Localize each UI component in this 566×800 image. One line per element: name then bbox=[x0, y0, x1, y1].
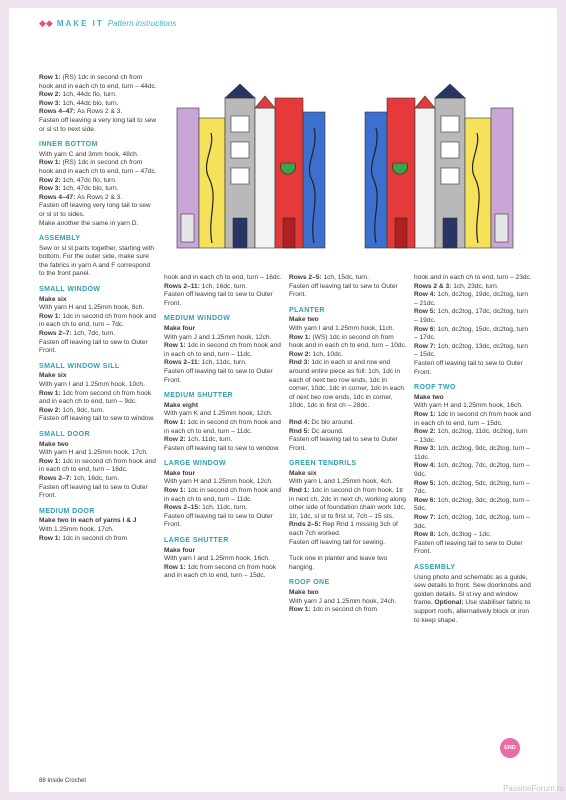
book-blue-right bbox=[365, 112, 387, 248]
row-text: With yarn I and 1.25mm hook, 11ch. bbox=[289, 324, 395, 332]
instruction-line bbox=[164, 513, 282, 530]
row-text: 1ch, 11dc, turn. bbox=[187, 436, 233, 444]
row-label: Row 1: bbox=[39, 534, 63, 542]
medium-window-icon bbox=[231, 116, 249, 132]
row-text: 1ch, dc2tog, 19dc, dc2tog, turn – 21dc. bbox=[414, 291, 528, 307]
row-text: 1dc in second ch from hook and in each ch to end, turn – 16dc. bbox=[39, 457, 156, 474]
instruction-line bbox=[39, 74, 157, 91]
medium-window-icon bbox=[231, 142, 249, 158]
row-label: Row 1: bbox=[164, 418, 188, 426]
row-text: Dc around. bbox=[311, 427, 344, 435]
instruction-line bbox=[39, 415, 157, 424]
row-label: Row 7: bbox=[414, 342, 438, 350]
instruction-line bbox=[39, 220, 157, 229]
spacer bbox=[289, 411, 407, 419]
instruction-line bbox=[164, 291, 282, 308]
row-text: 1dc in second ch from bbox=[312, 606, 377, 614]
planter-icon bbox=[281, 163, 296, 174]
row-label: Row 3: bbox=[414, 445, 438, 453]
instruction-line bbox=[39, 159, 157, 176]
instruction-line bbox=[289, 274, 407, 283]
instruction-line bbox=[289, 419, 407, 428]
row-text: With yarn H and 1.25mm hook, 8ch. bbox=[39, 304, 145, 312]
row-label: Row 2: bbox=[39, 406, 63, 414]
row-text: Fasten off leaving tail for sewing. bbox=[289, 538, 385, 546]
row-label: Row 3: bbox=[39, 99, 63, 107]
left-bookend bbox=[177, 84, 325, 248]
row-label: Row 2: bbox=[39, 91, 63, 99]
row-text: 1dc in second ch from hook and in each ch to end, turn – 11dc. bbox=[164, 342, 281, 358]
row-label: Row 1: bbox=[289, 333, 313, 341]
instruction-line bbox=[414, 445, 532, 462]
row-text: 1ch, 47dc blo, turn. bbox=[62, 185, 119, 193]
section-heading: SMALL WINDOW SILL bbox=[39, 362, 120, 370]
row-text: 1ch, dc2tog, 13dc, dc2tog, turn – 15dc. bbox=[414, 342, 528, 359]
row-label: Rows 2–5: bbox=[289, 274, 324, 281]
end-badge: END bbox=[500, 738, 520, 758]
row-text: Fasten off leaving tail to sew to Outer Front. bbox=[414, 539, 523, 556]
row-text: With yarn J and 1.25mm hook, 12ch. bbox=[164, 333, 272, 341]
instruction-line bbox=[39, 313, 157, 330]
book-white-right bbox=[415, 108, 435, 248]
instruction-line bbox=[164, 283, 282, 292]
row-label: Row 1: bbox=[164, 342, 188, 350]
row-text: 1ch, dc2tog, 3dc, dc2tog, turn – 5dc. bbox=[414, 496, 530, 513]
instruction-line bbox=[39, 449, 157, 458]
instruction-line bbox=[39, 407, 157, 416]
row-text: 1dc in second ch from hook and in each ch to end, turn – 11dc. bbox=[164, 418, 281, 435]
row-text: 1ch, dc2tog, 11dc, dc2tog, turn – 13dc. bbox=[414, 428, 528, 444]
section-heading: MEDIUM WINDOW bbox=[164, 315, 231, 323]
row-text: (RS) 1dc in second ch from hook and in each ch to end, turn – 47dc. bbox=[39, 159, 157, 175]
make-count: Make six bbox=[39, 295, 67, 303]
instruction-line bbox=[289, 325, 407, 334]
instruction-line bbox=[164, 504, 282, 513]
instruction-line bbox=[39, 390, 157, 407]
instruction-line bbox=[164, 419, 282, 436]
row-label: Row 1: bbox=[39, 312, 63, 320]
row-label: Rows 4–47: bbox=[39, 193, 78, 201]
make-count: Make six bbox=[39, 372, 67, 380]
instruction-line bbox=[164, 555, 282, 564]
instruction-line bbox=[164, 368, 282, 385]
row-label: Row 1: bbox=[164, 487, 188, 495]
instruction-line bbox=[164, 342, 282, 359]
medium-window-icon bbox=[231, 168, 249, 184]
instruction-line bbox=[414, 531, 532, 540]
instruction-line bbox=[414, 274, 532, 283]
row-text: 1ch, dc3tog – 1dc. bbox=[437, 531, 492, 539]
row-text: With 1.25mm hook, 17ch. bbox=[39, 525, 114, 533]
row-text: With yarn J and 1.25mm hook, 24ch. bbox=[289, 597, 397, 605]
row-label: Rows 2–7: bbox=[39, 330, 74, 338]
row-text: 1ch, 9dc, turn. bbox=[62, 406, 105, 414]
instruction-line bbox=[289, 478, 407, 487]
row-text: 1ch, 44dc blo, turn. bbox=[62, 99, 119, 107]
instruction-line bbox=[289, 351, 407, 360]
row-label: Row 2: bbox=[39, 176, 63, 184]
instruction-line bbox=[289, 283, 407, 300]
small-door-icon bbox=[495, 214, 508, 242]
small-door-icon bbox=[181, 214, 194, 242]
row-label: Rows 4–47: bbox=[39, 108, 78, 116]
row-text: 1ch, dc2tog, 5dc, dc2tog, turn – 7dc. bbox=[414, 479, 530, 496]
watermark: PassionForum.ru bbox=[503, 784, 564, 793]
red-door-icon bbox=[283, 218, 295, 248]
row-text: 1ch, 16dc, turn. bbox=[73, 474, 119, 482]
instruction-line bbox=[39, 330, 157, 339]
row-text: 1ch, dc2tog, 17dc, dc2tog, turn – 19dc. bbox=[414, 308, 528, 324]
instruction-line bbox=[414, 291, 532, 308]
instruction-line bbox=[39, 245, 157, 279]
make-count: Make eight bbox=[164, 401, 199, 409]
row-text: (RS) 1dc in second ch from hook and in each ch to end, turn – 44dc. bbox=[39, 74, 157, 90]
row-label: Row 1: bbox=[414, 410, 438, 418]
row-text: 1dc in second ch from bbox=[62, 534, 127, 542]
instruction-line bbox=[289, 428, 407, 437]
medium-window-icon bbox=[441, 142, 459, 158]
magazine-name: Inside Crochet bbox=[47, 778, 87, 784]
instruction-line bbox=[289, 539, 407, 548]
row-text: (WS) 1dc in second ch from hook and in each ch to end, turn – 10dc. bbox=[289, 333, 407, 350]
text-column-4 bbox=[414, 274, 532, 625]
section-heading: INNER BOTTOM bbox=[39, 141, 98, 149]
row-label: Rows 2–11: bbox=[164, 282, 202, 290]
row-text: 1ch, 7dc, turn. bbox=[73, 330, 116, 338]
section-heading: SMALL DOOR bbox=[39, 430, 90, 438]
row-label: Row 4: bbox=[414, 462, 438, 470]
row-text: hook and in each ch to end, turn – 16dc. bbox=[164, 274, 282, 281]
instruction-line bbox=[39, 484, 157, 501]
row-label: Row 2: bbox=[164, 436, 188, 444]
instruction-line bbox=[414, 411, 532, 428]
roof-two-icon bbox=[255, 96, 275, 108]
instruction-line bbox=[39, 458, 157, 475]
row-text: 1dc in each st and row end around entire piece as foll: 1ch, 1dc in each of next two row ends, 1dc in corner, 10dc, 1dc in corner, 1dc in each of next two row ends, 1dc in corner, 10dc, 1dc in first ch – 28dc. bbox=[289, 359, 405, 410]
row-text: 1ch, dc2tog, 7dc, dc2tog, turn – 9dc. bbox=[414, 462, 530, 479]
instruction-line bbox=[164, 478, 282, 487]
row-label: Row 3: bbox=[39, 185, 63, 193]
instruction-line bbox=[414, 326, 532, 343]
row-text: Fasten off leaving tail to sew to Outer Front. bbox=[39, 483, 148, 500]
instruction-line bbox=[414, 497, 532, 514]
instruction-line bbox=[39, 381, 157, 390]
text-column-2 bbox=[164, 274, 282, 581]
row-text: Fasten off leaving tail to sew to Outer Front. bbox=[289, 436, 398, 452]
row-text: Fasten off leaving tail to sew to window. bbox=[39, 415, 155, 423]
section-heading: MEDIUM DOOR bbox=[39, 507, 95, 515]
row-label: Optional: bbox=[434, 599, 466, 607]
instruction-line bbox=[39, 108, 157, 117]
row-text: 1ch, 10dc. bbox=[312, 350, 343, 358]
instruction-line bbox=[289, 334, 407, 351]
row-label: Row 1: bbox=[39, 74, 63, 81]
instruction-line bbox=[164, 487, 282, 504]
instruction-line bbox=[414, 574, 532, 626]
row-text: 1dc from second ch from hook and in each ch to end, turn – 15dc. bbox=[164, 563, 277, 580]
instruction-line bbox=[39, 100, 157, 109]
instruction-line bbox=[39, 535, 157, 544]
bookend-houses-illustration bbox=[149, 68, 541, 268]
row-text: Fasten off leaving tail to sew to Outer Front. bbox=[414, 359, 523, 376]
row-label: Row 1: bbox=[164, 563, 188, 571]
red-door-icon bbox=[395, 218, 407, 248]
instruction-line bbox=[39, 91, 157, 100]
row-label: Row 1: bbox=[289, 606, 313, 614]
header-arrows-icon: ◆◆ bbox=[39, 18, 53, 28]
row-text: With yarn L and 1.25mm hook, 4ch. bbox=[289, 478, 393, 486]
row-text: As Rows 2 & 3. bbox=[77, 193, 123, 201]
row-label: Rows 2–7: bbox=[39, 474, 74, 482]
row-label: Row 6: bbox=[414, 325, 438, 333]
row-text: 1ch, 23dc, turn. bbox=[453, 282, 499, 290]
header-subtitle: Pattern instructions bbox=[107, 19, 177, 28]
book-white-left bbox=[255, 108, 275, 248]
row-label: Rows 2 & 3: bbox=[414, 282, 454, 290]
instruction-line bbox=[39, 117, 157, 134]
instruction-line bbox=[164, 564, 282, 581]
roof-two-icon bbox=[415, 96, 435, 108]
section-header bbox=[39, 18, 176, 29]
instruction-line bbox=[164, 274, 282, 283]
row-text: Fasten off leaving tail to sew to Outer Front. bbox=[164, 367, 273, 384]
instruction-line bbox=[289, 598, 407, 607]
row-text: With yarn K and 1.25mm hook, 12ch. bbox=[164, 410, 273, 418]
row-text: Make another the same in yarn D. bbox=[39, 219, 139, 227]
instruction-line bbox=[289, 487, 407, 521]
make-count: Make four bbox=[164, 324, 196, 332]
planter-icon bbox=[393, 163, 408, 174]
medium-door-icon bbox=[443, 218, 457, 248]
make-count: Make two bbox=[289, 316, 319, 324]
row-text: Tuck one in planter and leave two hanging. bbox=[289, 555, 388, 571]
row-text: 1ch, 11dc, turn. bbox=[201, 359, 247, 367]
book-blue-left bbox=[303, 112, 325, 248]
row-label: Row 2: bbox=[289, 350, 313, 358]
header-make-it: MAKE IT bbox=[56, 19, 104, 28]
instruction-line bbox=[39, 304, 157, 313]
instruction-line bbox=[289, 359, 407, 411]
instruction-line bbox=[39, 151, 157, 160]
section-heading: GREEN TENDRILS bbox=[289, 460, 357, 468]
row-text: As Rows 2 & 3. bbox=[77, 108, 123, 116]
instruction-line bbox=[414, 283, 532, 292]
page-footer bbox=[39, 778, 86, 784]
make-count: Make four bbox=[164, 546, 196, 554]
row-text: 1dc in second ch from hook and in each ch to end, turn – 7dc. bbox=[39, 312, 156, 329]
magazine-page bbox=[9, 8, 557, 792]
section-heading: LARGE SHUTTER bbox=[164, 537, 229, 545]
row-text: 1ch, 15dc, turn. bbox=[323, 274, 369, 281]
row-label: Row 5: bbox=[414, 308, 438, 316]
text-column-1 bbox=[39, 74, 157, 543]
section-heading: ASSEMBLY bbox=[414, 564, 456, 571]
instruction-line bbox=[289, 521, 407, 538]
row-text: Dc blo around. bbox=[311, 418, 355, 426]
instruction-line bbox=[39, 185, 157, 194]
row-label: Row 1: bbox=[39, 389, 63, 397]
text-column-3 bbox=[289, 274, 407, 615]
instruction-line bbox=[39, 194, 157, 203]
row-label: Rnd 4: bbox=[289, 418, 312, 426]
instruction-line bbox=[39, 202, 157, 219]
row-text: 1dc in second ch from hook and in each ch to end, turn – 15dc. bbox=[414, 410, 531, 427]
instruction-line bbox=[414, 462, 532, 479]
row-text: Fasten off leaving tail to sew to Outer Front. bbox=[164, 512, 273, 529]
row-label: Row 7: bbox=[414, 514, 438, 522]
row-text: Use stabiliser fabric to support roofs, alternatively block or iron to keep shape. bbox=[414, 599, 531, 624]
instruction-line bbox=[289, 436, 407, 453]
instruction-line bbox=[414, 308, 532, 325]
instruction-line bbox=[39, 526, 157, 535]
make-count: Make two bbox=[414, 393, 444, 401]
instruction-line bbox=[39, 475, 157, 484]
instruction-line bbox=[289, 555, 407, 572]
section-heading: SMALL WINDOW bbox=[39, 286, 101, 294]
row-text: 1ch, dc2tog, 15dc, dc2tog, turn – 17dc. bbox=[414, 325, 528, 342]
instruction-line bbox=[289, 606, 407, 615]
medium-window-icon bbox=[441, 116, 459, 132]
row-text: Fasten off leaving tail to sew to window. bbox=[164, 444, 280, 452]
make-count: Make six bbox=[289, 469, 317, 477]
row-label: Rows 2–15: bbox=[164, 504, 203, 512]
instruction-line bbox=[414, 402, 532, 411]
row-label: Row 6: bbox=[414, 496, 438, 504]
row-text: 1ch, dc2tog, 1dc, dc2tog, turn – 3dc. bbox=[414, 514, 530, 530]
section-heading: ASSEMBLY bbox=[39, 235, 81, 243]
section-heading: ROOF ONE bbox=[289, 579, 330, 587]
make-count: Make four bbox=[164, 469, 196, 477]
roof-one-icon bbox=[435, 84, 465, 98]
page-number: 88 bbox=[39, 778, 46, 784]
row-label: Rows 2–11: bbox=[164, 359, 202, 367]
row-label: Row 4: bbox=[414, 291, 438, 299]
row-text: Fasten off leaving tail to sew to Outer Front. bbox=[164, 291, 273, 307]
row-text: hook and in each ch to end, turn – 23dc. bbox=[414, 274, 532, 281]
instruction-line bbox=[39, 177, 157, 186]
row-text: With yarn H and 1.25mm hook, 12ch. bbox=[164, 478, 273, 486]
instruction-line bbox=[414, 480, 532, 497]
row-label: Rnds 2–5: bbox=[289, 521, 323, 529]
row-text: With yarn C and 3mm hook, 48ch. bbox=[39, 150, 139, 158]
instruction-line bbox=[414, 514, 532, 531]
make-count: Make two bbox=[39, 440, 69, 448]
row-text: Fasten off leaving a very long tail to sew or sl st to next side. bbox=[39, 116, 157, 133]
row-label: Row 5: bbox=[414, 479, 438, 487]
row-text: With yarn I and 1.25mm hook, 10ch. bbox=[39, 381, 145, 388]
row-text: Fasten off leaving tail to sew to Outer Front. bbox=[289, 282, 398, 299]
roof-one-icon bbox=[225, 84, 255, 98]
row-text: 1dc in second ch from hook, 1tr in next ch, 2dc in next ch, working along other side of foundation chain work 1dc, 1tr, 1dc, sl st to first st, 7ch – 15 sts. bbox=[289, 487, 406, 520]
row-text: With yarn I and 1.25mm hook, 16ch. bbox=[164, 555, 270, 563]
instruction-line bbox=[414, 540, 532, 557]
row-text: Sew or sl st parts together, starting with bottom. For the outer side, make sure the fabrics in yarn A and F correspond to the front panel. bbox=[39, 244, 155, 278]
row-text: With yarn H and 1.25mm hook, 16ch. bbox=[414, 402, 523, 410]
instruction-line bbox=[164, 436, 282, 445]
row-text: 1ch, 16dc, turn. bbox=[201, 282, 248, 290]
instruction-line bbox=[414, 343, 532, 360]
row-label: Rnd 3: bbox=[289, 359, 312, 367]
medium-window-icon bbox=[441, 168, 459, 184]
row-text: Using photo and schematic as a guide, sew details to front. Sew doorknobs and golden details. Sl st ivy and window frame. bbox=[414, 573, 531, 607]
row-text: 1ch, dc2tog, 9dc, dc2tog, turn – 11dc. bbox=[414, 445, 530, 461]
row-label: Rnd 1: bbox=[289, 487, 312, 495]
instruction-line bbox=[164, 445, 282, 454]
instruction-line bbox=[414, 360, 532, 377]
make-count: Make two in each of yarns I & J bbox=[39, 517, 137, 525]
row-text: 1dc in second ch from hook and in each ch to end, turn – 11dc. bbox=[164, 487, 281, 503]
row-label: Row 8: bbox=[414, 531, 438, 539]
row-text: With yarn H and 1.25mm hook, 17ch. bbox=[39, 449, 148, 457]
instruction-line bbox=[414, 428, 532, 445]
medium-door-icon bbox=[233, 218, 247, 248]
row-text: 1dc from second ch from hook and in each ch to end, turn – 9dc. bbox=[39, 389, 152, 406]
row-text: 1ch, 47dc flo, turn. bbox=[62, 176, 117, 184]
row-text: 1ch, 11dc, turn. bbox=[202, 504, 248, 512]
instruction-line bbox=[39, 339, 157, 356]
instruction-line bbox=[164, 410, 282, 419]
row-label: Row 2: bbox=[414, 428, 438, 436]
section-heading: ROOF TWO bbox=[414, 384, 456, 392]
spacer bbox=[289, 547, 407, 555]
instruction-line bbox=[164, 359, 282, 368]
section-heading: LARGE WINDOW bbox=[164, 460, 226, 468]
instruction-line bbox=[164, 334, 282, 343]
row-text: Fasten off leaving very long tail to sew or sl st to sides. bbox=[39, 202, 151, 218]
row-text: Fasten off leaving tail to sew to Outer Front. bbox=[39, 338, 148, 355]
section-heading: MEDIUM SHUTTER bbox=[164, 392, 233, 400]
row-label: Row 1: bbox=[39, 159, 63, 167]
row-label: Rnd 5: bbox=[289, 427, 312, 435]
row-label: Row 1: bbox=[39, 457, 63, 465]
section-heading: PLANTER bbox=[289, 306, 325, 314]
make-count: Make two bbox=[289, 589, 319, 596]
right-bookend bbox=[365, 84, 513, 248]
row-text: Rep Rnd 1 missing 3ch of each 7ch worked. bbox=[289, 521, 398, 538]
row-text: 1ch, 44dc flo, turn. bbox=[62, 91, 117, 99]
